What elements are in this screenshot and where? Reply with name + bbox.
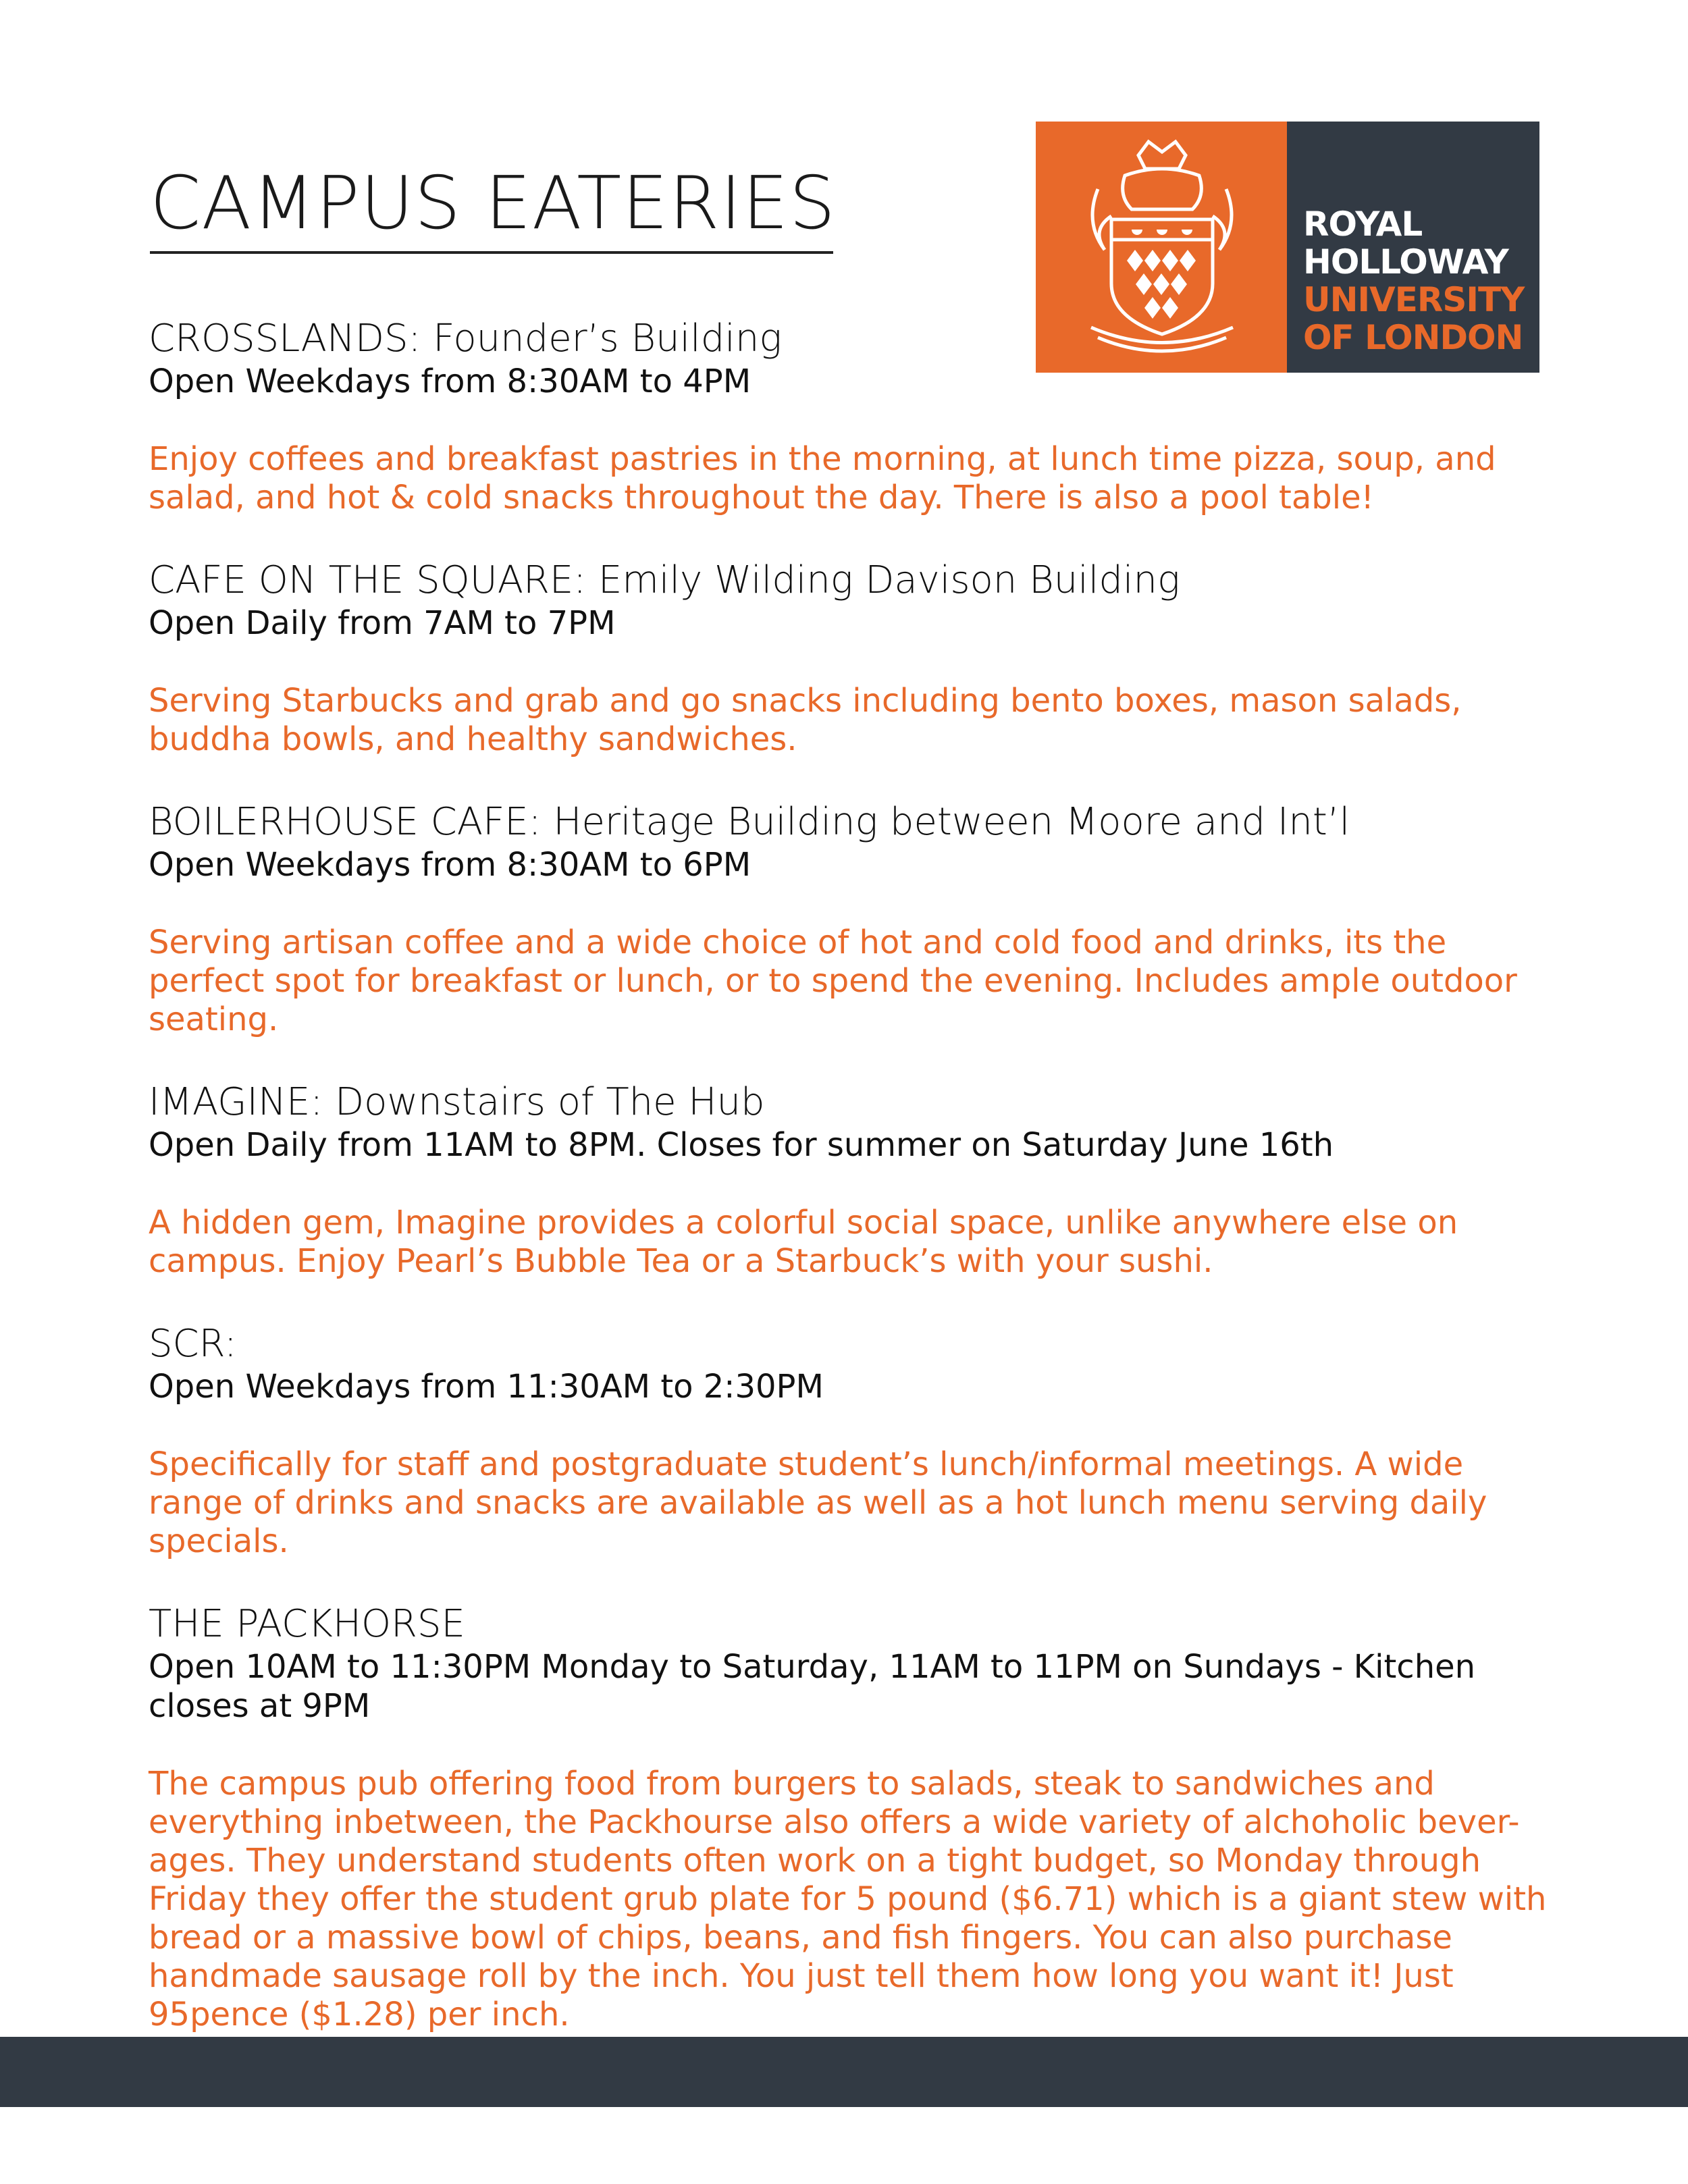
eatery-hours: Open Weekdays from 11:30AM to 2:30PM bbox=[149, 1368, 824, 1406]
eatery-scr bbox=[149, 1321, 1566, 1561]
eatery-heading: BOILERHOUSE CAFE: Heritage Building between Moore and Int’l bbox=[149, 800, 1350, 844]
logo-line-of-london: OF LONDON bbox=[1303, 318, 1523, 357]
eatery-heading: IMAGINE: Downstairs of The Hub bbox=[149, 1080, 765, 1124]
eatery-heading: CROSSLANDS: Founder’s Building bbox=[149, 317, 782, 361]
eatery-description: The campus pub offering food from burgers to salads, steak to sandwiches and everything inbetween, the Packhourse also offers a wide variety of alchoholic bever-ages. They understand students often work on a tight budget, so Monday through Friday they offer the student grub plate for 5 pound ($6.71) which is a giant stew with bread or a massive bowl of chips, beans, and fish fingers. You can also purchase handmade sausage roll by the inch. You just tell them how long you want it! Just 95pence ($1.28) per inch. bbox=[149, 1765, 1547, 2033]
eatery-heading: SCR: bbox=[149, 1322, 237, 1366]
eatery-heading: CAFE ON THE SQUARE: Emily Wilding Davison Building bbox=[149, 558, 1180, 602]
eatery-hours: Open Daily from 7AM to 7PM bbox=[149, 604, 616, 642]
eatery-hours: Open Daily from 11AM to 8PM. Closes for summer on Saturday June 16th bbox=[149, 1126, 1334, 1164]
eatery-hours: Open Weekdays from 8:30AM to 4PM bbox=[149, 363, 751, 400]
eatery-description: Serving artisan coffee and a wide choice of hot and cold food and drinks, its the perfect spot for breakfast or lunch, or to spend the evening. Includes ample outdoor seating. bbox=[149, 924, 1517, 1038]
eatery-boilerhouse-cafe bbox=[149, 799, 1566, 1039]
eatery-description: A hidden gem, Imagine provides a colorful social space, unlike anywhere else on campus. Enjoy Pearl’s Bubble Tea or a Starbuck’s with your sushi. bbox=[149, 1204, 1458, 1280]
title-underline bbox=[150, 251, 833, 254]
logo-line-university: UNIVERSITY bbox=[1303, 280, 1525, 319]
footer-bar bbox=[0, 2037, 1688, 2107]
eatery-cafe-on-the-square bbox=[149, 558, 1566, 759]
eatery-imagine bbox=[149, 1080, 1566, 1281]
logo-line-holloway: HOLLOWAY bbox=[1303, 242, 1508, 282]
eatery-description: Serving Starbucks and grab and go snacks including bento boxes, mason salads, buddha bowls, and healthy sandwiches. bbox=[149, 682, 1462, 758]
eatery-hours: Open 10AM to 11:30PM Monday to Saturday, 11AM to 11PM on Sundays - Kitchen closes at 9PM bbox=[149, 1648, 1476, 1725]
page-title: CAMPUS EATERIES bbox=[150, 161, 837, 246]
eateries-list bbox=[149, 316, 1566, 2075]
eatery-description: Enjoy coffees and breakfast pastries in the morning, at lunch time pizza, soup, and salad, and hot & cold snacks throughout the day. There is also a pool table! bbox=[149, 440, 1496, 516]
logo-line-royal: ROYAL bbox=[1303, 205, 1423, 244]
eatery-the-packhorse bbox=[149, 1601, 1566, 2034]
eatery-crosslands bbox=[149, 316, 1566, 517]
eatery-hours: Open Weekdays from 8:30AM to 6PM bbox=[149, 846, 751, 884]
eatery-heading: THE PACKHORSE bbox=[149, 1602, 465, 1646]
eatery-description: Specifically for staff and postgraduate student’s lunch/informal meetings. A wide range of drinks and snacks are available as well as a hot lunch menu serving daily specials. bbox=[149, 1445, 1487, 1560]
